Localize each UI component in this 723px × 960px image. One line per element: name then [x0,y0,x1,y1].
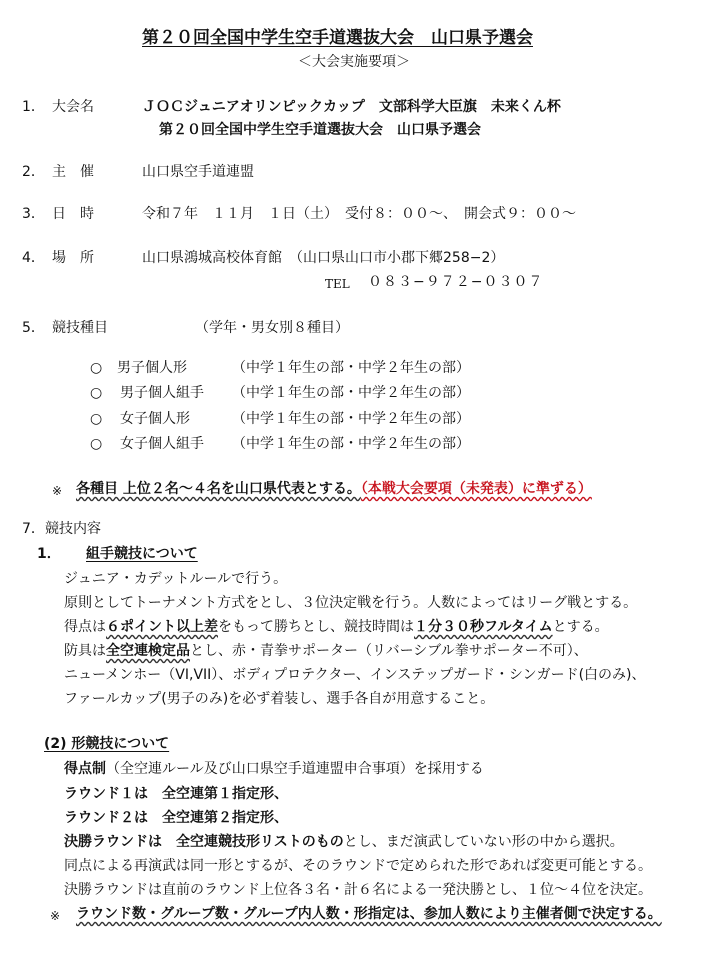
kata-line-4-b: とし、まだ演武していない形の中から選択。 [343,834,624,850]
kumite-line-4 [64,642,588,660]
kumite-line-1: ジュニア・カデットルールで行う。 [64,571,288,587]
kumite-line-3-a: 得点は [64,619,106,635]
remark-red-text: （本戦大会要項（未発表）に準ずる） [360,481,592,497]
event-name-line-2: 第２０回全国中学生空手道選抜大会 山口県予選会 [159,122,481,138]
venue-value: 山口県鴻城高校体育館 （山口県山口市小郡下郷258−2） [142,250,505,266]
event-grades: （中学１年生の部・中学２年生の部） [232,436,470,452]
kumite-line-3 [64,618,609,636]
kata-scoring: 得点制 [64,761,106,777]
datetime-value: 令和７年 １１月 １日（土） 受付８：００～、 開会式９：００～ [142,206,576,222]
event-grades: （中学１年生の部・中学２年生の部） [232,411,470,427]
event-mark: ○ [90,436,103,452]
section-4-label: 場 所 [52,250,94,266]
event-grades: （中学１年生の部・中学２年生の部） [232,385,470,401]
section-7-label: 競技内容 [45,521,101,537]
kata-line-1-b: （全空連ルール及び山口県空手道連盟申合事項）を採用する [106,761,484,777]
event-name: 男子個人組手 [120,385,204,401]
kata-remark-text: ラウンド数・グループ数・グループ内人数・形指定は、参加人数により主催者側で決定する。 [76,906,662,922]
kumite-number: 1． [37,546,61,562]
section-2-label: 主 催 [52,164,94,180]
remark-mark: ※ [52,484,63,498]
event-name: 女子個人組手 [120,436,204,452]
kumite-point-diff: ６ポイント以上差 [106,619,218,635]
tel-label: TEL [325,277,350,291]
section-3-number: 3． [22,206,45,222]
section-1-label: 大会名 [52,99,94,115]
kata-heading: (2) 形競技について [44,736,170,752]
kumite-line-4-c: とし、赤・青拳サポーター（リバーシブル拳サポーター不可）、 [190,643,588,659]
event-name: 男子個人形 [117,360,187,376]
kumite-match-time: １分３０秒フルタイム [414,619,553,635]
remark-text: 各種目 上位２名～４名を山口県代表とする。 [76,481,361,497]
kata-line-5: 同点による再演武は同一形とするが、そのラウンドで定められた形であれば変更可能とする。 [64,858,652,874]
section-5-number: 5． [22,320,45,336]
kumite-line-2: 原則としてトーナメント方式をとし、３位決定戦を行う。人数によってはリーグ戦とする。 [64,595,638,611]
kata-remark [76,905,662,923]
kumite-heading: 組手競技について [86,546,198,562]
kata-round-1: ラウンド１は 全空連第１指定形、 [64,786,288,802]
tel-number: ０８３−９７２−０３０７ [368,274,544,290]
event-mark: ○ [90,360,103,376]
section-4-number: 4． [22,250,45,266]
kumite-line-6: ファールカップ(男子のみ)を必ず着装し、選手各自が用意すること。 [64,691,495,707]
kumite-line-5: ニューメンホー（VI,VII）、ボディプロテクター、インステップガード・シンガード(白のみ)、 [64,667,646,683]
kata-line-1 [64,760,484,778]
event-name: 女子個人形 [120,411,190,427]
organizer-value: 山口県空手道連盟 [142,164,254,180]
kumite-certified-gear: 全空連検定品 [106,643,190,659]
event-name-line-1: ＪＯＣジュニアオリンピックカップ 文部科学大臣旗 未来くん杯 [142,99,561,115]
kumite-line-4-a: 防具は [64,643,106,659]
representative-remark [76,480,592,498]
kata-line-4 [64,833,624,851]
page-title: 第２０回全国中学生空手道選抜大会 山口県予選会 [142,28,533,48]
section-1-number: 1． [22,99,45,115]
section-2-number: 2． [22,164,45,180]
section-3-label: 日 時 [52,206,94,222]
events-note: （学年・男女別８種目） [195,320,349,336]
page-subtitle: ＜大会実施要項＞ [298,54,410,70]
kumite-line-3-c: をもって勝ちとし、競技時間は [218,619,414,635]
event-mark: ○ [90,411,103,427]
kata-remark-mark: ※ [50,909,61,923]
kumite-line-3-e: とする。 [552,619,609,635]
kata-final-round: 決勝ラウンドは 全空連競技形リストのもの [64,834,344,850]
kata-line-6: 決勝ラウンドは直前のラウンド上位各３名・計６名による一発決勝とし、１位～４位を決定。 [64,882,652,898]
section-5-label: 競技種目 [52,320,108,336]
event-grades: （中学１年生の部・中学２年生の部） [232,360,470,376]
event-mark: ○ [90,385,103,401]
section-7-number: 7． [22,521,45,537]
kata-round-2: ラウンド２は 全空連第２指定形、 [64,810,288,826]
